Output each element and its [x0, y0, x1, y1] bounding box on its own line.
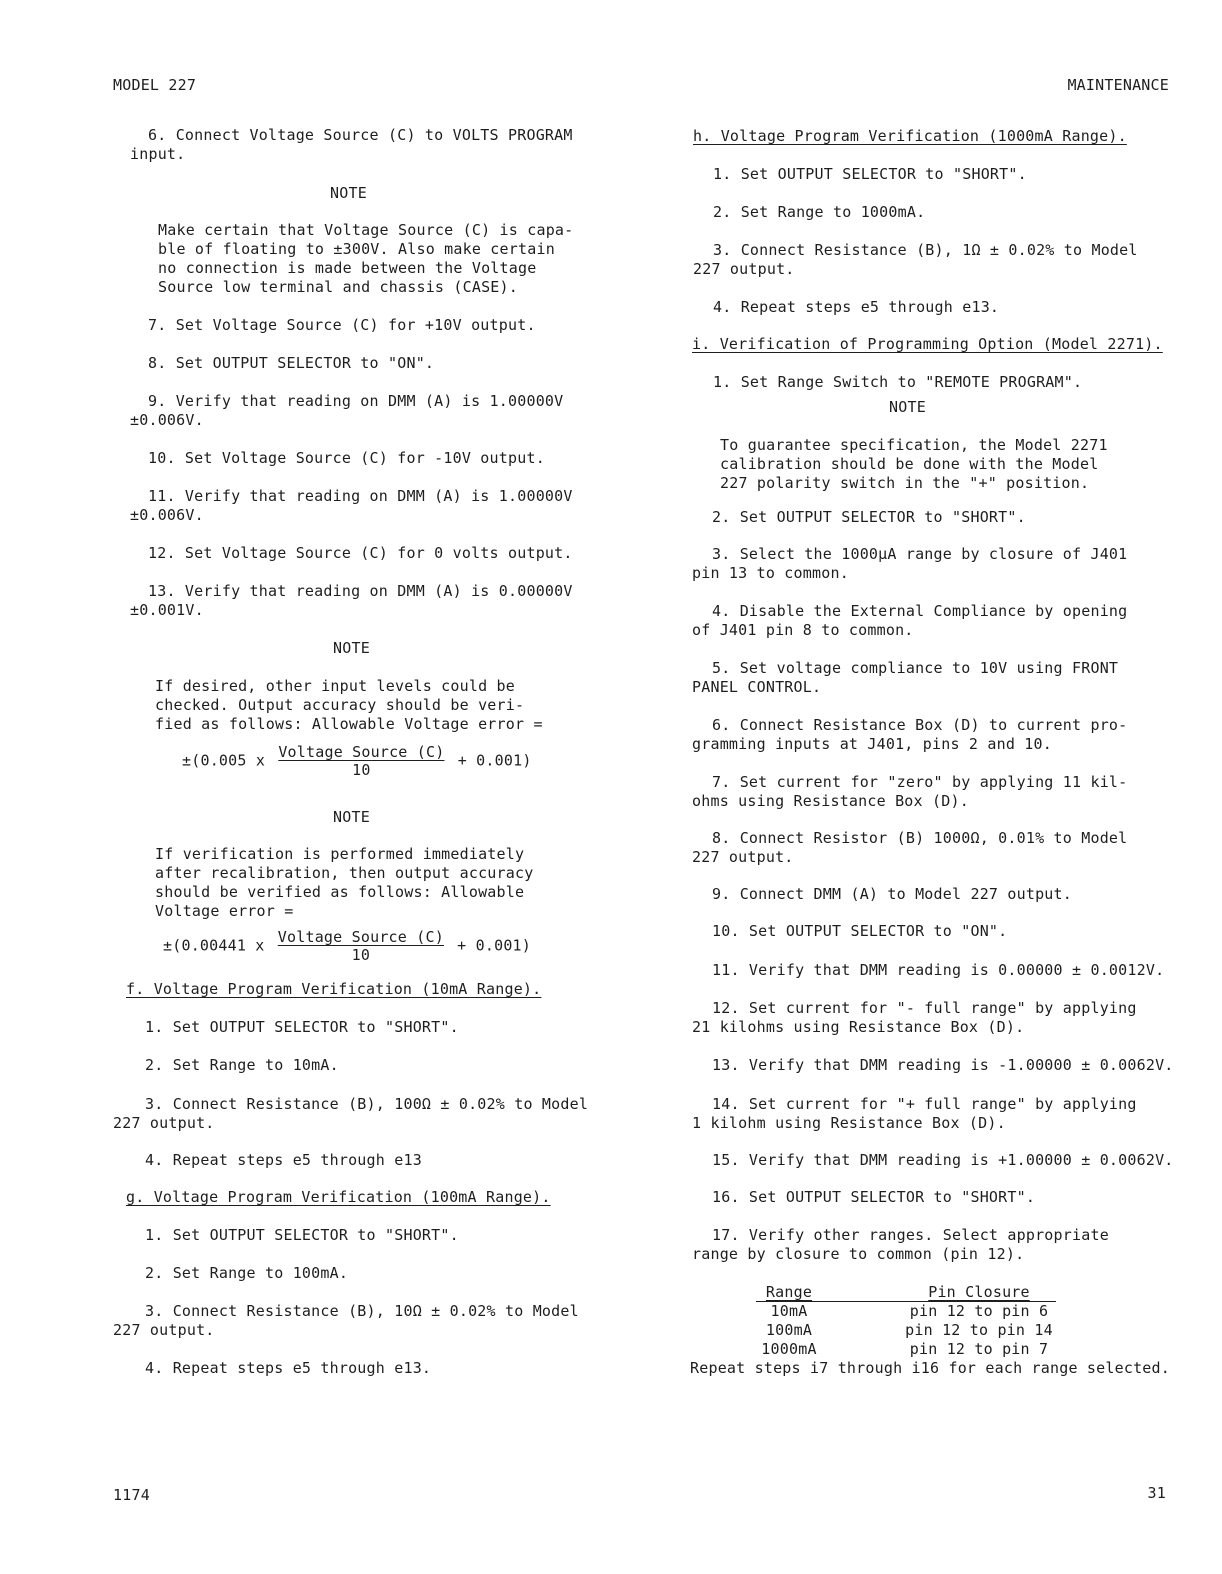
h-step-3-line-1: 3. Connect Resistance (B), 1Ω ± 0.02% to Model	[713, 241, 1138, 259]
step-9-line-1: 9. Verify that reading on DMM (A) is 1.00000V	[148, 392, 564, 410]
i-step-8-line-2: 227 output.	[692, 848, 794, 866]
h-step-3-line-2: 227 output.	[693, 260, 795, 278]
range-pin-table	[734, 1283, 1074, 1363]
repeat-instruction: Repeat steps i7 through i16 for each range selected.	[690, 1359, 1170, 1377]
h-step-1: 1. Set OUTPUT SELECTOR to "SHORT".	[713, 165, 1027, 183]
f-step-3-line-2: 227 output.	[113, 1114, 215, 1132]
table-cell-pins: pin 12 to pin 6	[909, 1302, 1049, 1320]
note-line: Voltage error =	[155, 902, 294, 920]
formula-denominator: 10	[352, 761, 371, 779]
note-line: no connection is made between the Voltage	[158, 259, 537, 277]
footer-code: 1174	[113, 1486, 150, 1504]
step-9-line-2: ±0.006V.	[130, 411, 204, 429]
i-step-6-line-1: 6. Connect Resistance Box (D) to current pro-	[712, 716, 1128, 734]
section-g-heading: g. Voltage Program Verification (100mA Range).	[126, 1188, 551, 1206]
formula-allowable-error	[182, 743, 532, 779]
i-step-3-line-1: 3. Select the 1000μA range by closure of J401	[712, 545, 1128, 563]
f-step-1: 1. Set OUTPUT SELECTOR to "SHORT".	[145, 1018, 459, 1036]
formula-prefix: ±(0.00441 x	[163, 936, 265, 955]
formula-denominator: 10	[351, 946, 371, 964]
step-11-line-1: 11. Verify that reading on DMM (A) is 1.00000V	[148, 487, 573, 505]
i-step-3-line-2: pin 13 to common.	[692, 564, 849, 582]
note-line: after recalibration, then output accuracy	[155, 864, 534, 882]
h-step-4: 4. Repeat steps e5 through e13.	[713, 298, 1000, 316]
note-line: calibration should be done with the Model	[720, 455, 1099, 473]
g-step-2: 2. Set Range to 100mA.	[145, 1264, 349, 1282]
section-f-heading: f. Voltage Program Verification (10mA Range).	[126, 980, 542, 998]
step-8: 8. Set OUTPUT SELECTOR to "ON".	[148, 354, 435, 372]
note-title: NOTE	[333, 639, 370, 657]
note-line: To guarantee specification, the Model 2271	[720, 436, 1108, 454]
table-header-range: Range	[765, 1283, 813, 1301]
section-h-heading: h. Voltage Program Verification (1000mA Range).	[693, 127, 1127, 145]
g-step-3-line-2: 227 output.	[113, 1321, 215, 1339]
i-step-4-line-1: 4. Disable the External Compliance by opening	[712, 602, 1128, 620]
i-step-14-line-1: 14. Set current for "+ full range" by applying	[712, 1095, 1137, 1113]
table-cell-range: 1000mA	[761, 1340, 817, 1358]
f-step-2: 2. Set Range to 10mA.	[145, 1056, 339, 1074]
i-step-7-line-1: 7. Set current for "zero" by applying 11 kil-	[712, 773, 1128, 791]
note-title: NOTE	[889, 398, 926, 416]
step-7: 7. Set Voltage Source (C) for +10V output.	[148, 316, 536, 334]
i-step-17-line-2: range by closure to common (pin 12).	[692, 1245, 1025, 1263]
step-6-line-1: 6. Connect Voltage Source (C) to VOLTS PROGRAM	[148, 126, 573, 144]
table-header-pin-closure: Pin Closure	[928, 1283, 1030, 1301]
table-cell-range: 10mA	[770, 1302, 808, 1320]
i-step-17-line-1: 17. Verify other ranges. Select appropriate	[712, 1226, 1109, 1244]
h-step-2: 2. Set Range to 1000mA.	[713, 203, 926, 221]
formula-numerator: Voltage Source (C)	[277, 928, 444, 946]
table-row	[734, 1302, 1054, 1321]
g-step-3-line-1: 3. Connect Resistance (B), 10Ω ± 0.02% to Model	[145, 1302, 579, 1320]
step-11-line-2: ±0.006V.	[130, 506, 204, 524]
i-step-4-line-2: of J401 pin 8 to common.	[692, 621, 914, 639]
f-step-4: 4. Repeat steps e5 through e13	[145, 1151, 422, 1169]
step-13-line-2: ±0.001V.	[130, 601, 204, 619]
i-step-11: 11. Verify that DMM reading is 0.00000 ± 0.0012V.	[712, 961, 1165, 979]
i-step-2: 2. Set OUTPUT SELECTOR to "SHORT".	[712, 508, 1026, 526]
step-6-line-2: input.	[130, 145, 186, 163]
i-step-14-line-2: 1 kilohm using Resistance Box (D).	[692, 1114, 1006, 1132]
i-step-5-line-2: PANEL CONTROL.	[692, 678, 822, 696]
formula-suffix: + 0.001)	[457, 751, 532, 770]
step-12: 12. Set Voltage Source (C) for 0 volts output.	[148, 544, 573, 562]
i-step-7-line-2: ohms using Resistance Box (D).	[692, 792, 969, 810]
formula-recal-error	[163, 928, 531, 964]
note-line: If verification is performed immediately	[155, 845, 525, 863]
note-line: 227 polarity switch in the "+" position.	[720, 474, 1090, 492]
table-cell-pins: pin 12 to pin 7	[909, 1340, 1049, 1358]
i-step-5-line-1: 5. Set voltage compliance to 10V using FRONT	[712, 659, 1119, 677]
step-10: 10. Set Voltage Source (C) for -10V output.	[148, 449, 545, 467]
page-number: 31	[1147, 1484, 1166, 1502]
note-line: fied as follows: Allowable Voltage error =	[155, 715, 543, 733]
header-model: MODEL 227	[113, 76, 197, 94]
note-line: checked. Output accuracy should be veri-	[155, 696, 525, 714]
formula-fraction	[278, 928, 444, 964]
i-step-9: 9. Connect DMM (A) to Model 227 output.	[712, 885, 1072, 903]
header-section: MAINTENANCE	[1067, 76, 1169, 94]
i-step-15: 15. Verify that DMM reading is +1.00000 ± 0.0062V.	[712, 1151, 1174, 1169]
formula-suffix: + 0.001)	[457, 936, 532, 955]
note-title: NOTE	[330, 184, 367, 202]
note-line: Make certain that Voltage Source (C) is capa-	[158, 221, 574, 239]
i-step-10: 10. Set OUTPUT SELECTOR to "ON".	[712, 922, 1008, 940]
i-step-16: 16. Set OUTPUT SELECTOR to "SHORT".	[712, 1188, 1036, 1206]
i-step-1: 1. Set Range Switch to "REMOTE PROGRAM".	[713, 373, 1083, 391]
note-line: Source low terminal and chassis (CASE).	[158, 278, 518, 296]
table-cell-range: 100mA	[765, 1321, 813, 1339]
i-step-8-line-1: 8. Connect Resistor (B) 1000Ω, 0.01% to Model	[712, 829, 1128, 847]
note-line: If desired, other input levels could be	[155, 677, 515, 695]
i-step-12-line-2: 21 kilohms using Resistance Box (D).	[692, 1018, 1025, 1036]
formula-fraction	[278, 743, 444, 779]
note-line: should be verified as follows: Allowable	[155, 883, 525, 901]
formula-numerator: Voltage Source (C)	[278, 743, 445, 761]
table-header-row	[734, 1283, 1054, 1302]
section-i-heading: i. Verification of Programming Option (Model 2271).	[692, 335, 1163, 353]
g-step-1: 1. Set OUTPUT SELECTOR to "SHORT".	[145, 1226, 459, 1244]
step-13-line-1: 13. Verify that reading on DMM (A) is 0.00000V	[148, 582, 573, 600]
g-step-4: 4. Repeat steps e5 through e13.	[145, 1359, 432, 1377]
i-step-6-line-2: gramming inputs at J401, pins 2 and 10.	[692, 735, 1052, 753]
f-step-3-line-1: 3. Connect Resistance (B), 100Ω ± 0.02% to Model	[145, 1095, 589, 1113]
table-row	[734, 1321, 1054, 1340]
i-step-12-line-1: 12. Set current for "- full range" by applying	[712, 999, 1137, 1017]
table-cell-pins: pin 12 to pin 14	[905, 1321, 1053, 1339]
note-title: NOTE	[333, 808, 370, 826]
i-step-13: 13. Verify that DMM reading is -1.00000 ± 0.0062V.	[712, 1056, 1174, 1074]
note-line: ble of floating to ±300V. Also make certain	[158, 240, 555, 258]
formula-prefix: ±(0.005 x	[182, 751, 266, 770]
table-row	[734, 1340, 1054, 1359]
